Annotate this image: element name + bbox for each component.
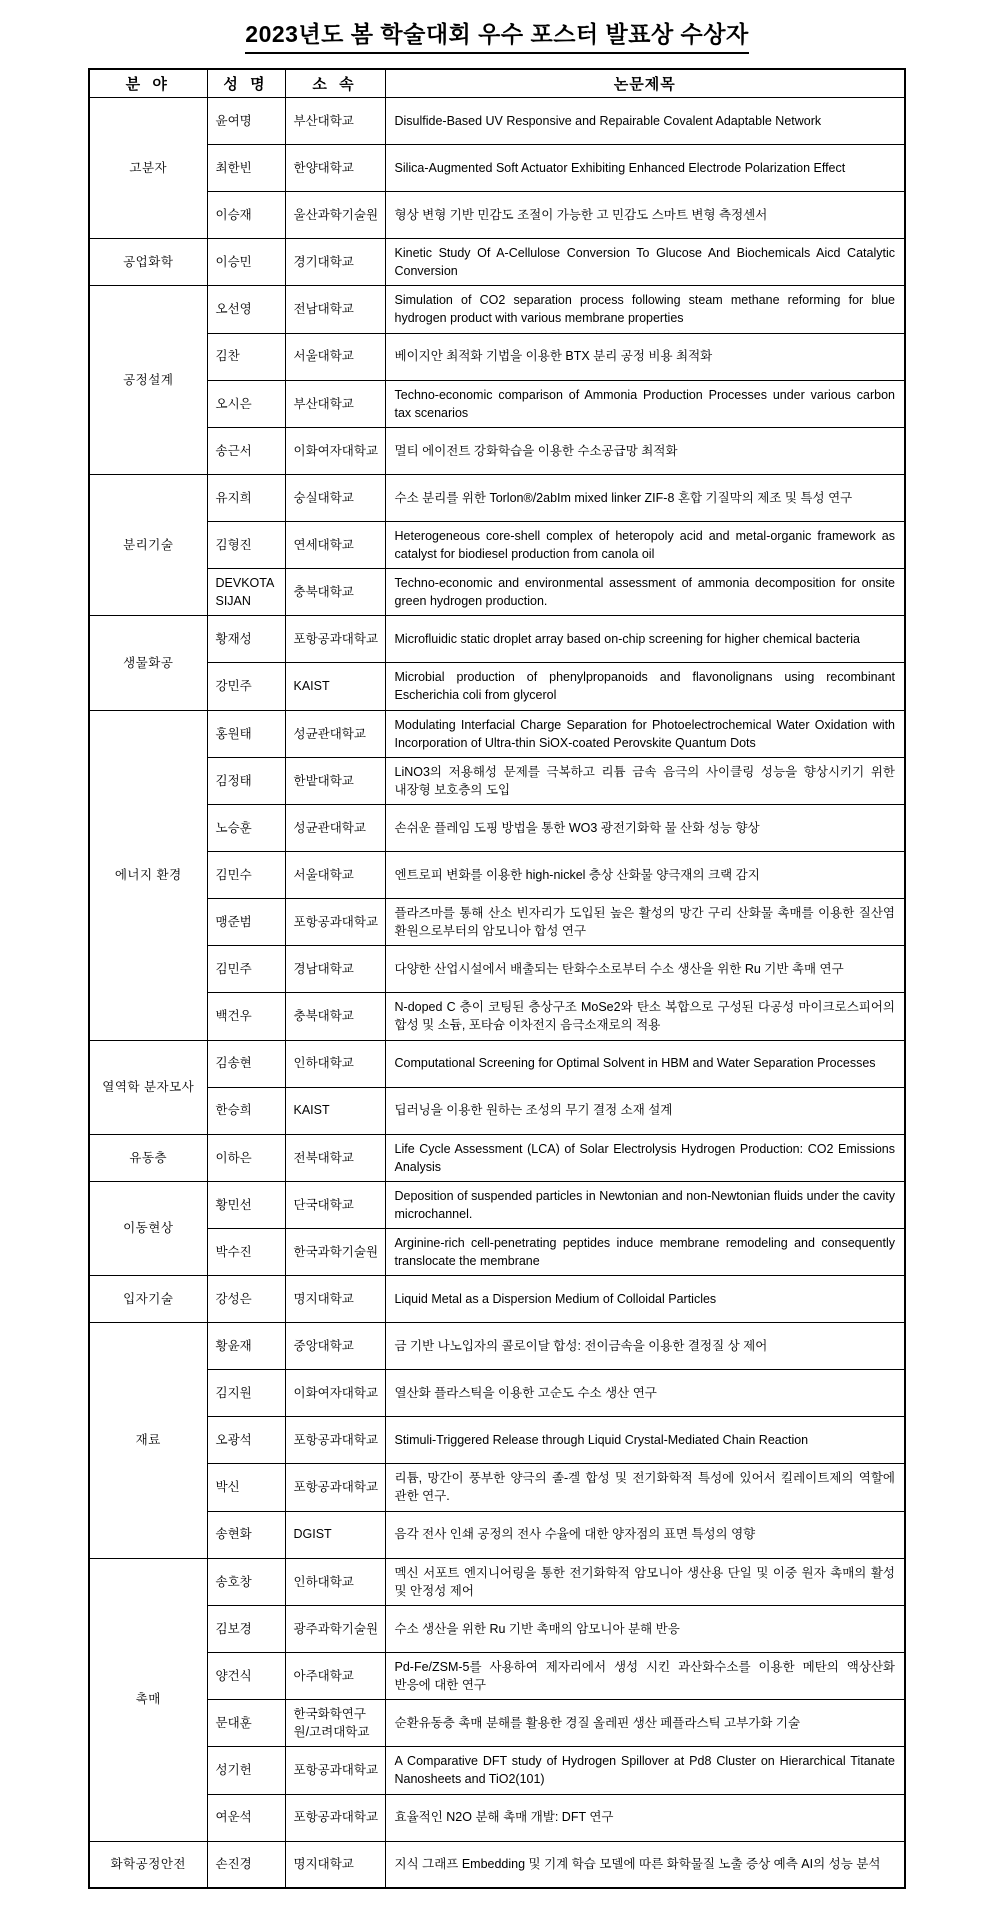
affiliation-cell: 충북대학교 bbox=[285, 993, 385, 1040]
paper-title-cell: 리튬, 망간이 풍부한 양극의 졸-겔 합성 및 전기화학적 특성에 있어서 킬레이트제의 역할에 관한 연구. bbox=[385, 1464, 905, 1511]
affiliation-cell: KAIST bbox=[285, 1087, 385, 1134]
name-cell: 한승희 bbox=[207, 1087, 285, 1134]
paper-title-cell: Computational Screening for Optimal Solvent in HBM and Water Separation Processes bbox=[385, 1040, 905, 1087]
field-cell: 열역학 분자모사 bbox=[89, 1040, 207, 1134]
paper-title-cell: Heterogeneous core-shell complex of heteropoly acid and metal-organic framework as catalyst for biodiesel production from canola oil bbox=[385, 521, 905, 568]
table-row bbox=[89, 1700, 905, 1747]
column-header-name: 성 명 bbox=[207, 69, 285, 98]
field-cell: 촉매 bbox=[89, 1558, 207, 1841]
table-row bbox=[89, 286, 905, 333]
awards-table bbox=[88, 68, 906, 1889]
table-row bbox=[89, 1605, 905, 1652]
name-cell: 황윤재 bbox=[207, 1323, 285, 1370]
paper-title-cell: Deposition of suspended particles in Newtonian and non-Newtonian fluids under the cavity microchannel. bbox=[385, 1181, 905, 1228]
paper-title-cell: Pd-Fe/ZSM-5를 사용하여 제자리에서 생성 시킨 과산화수소를 이용한 메탄의 액상산화 반응에 대한 연구 bbox=[385, 1652, 905, 1699]
field-cell: 분리기술 bbox=[89, 474, 207, 616]
name-cell: 송현화 bbox=[207, 1511, 285, 1558]
name-cell: 김찬 bbox=[207, 333, 285, 380]
paper-title-cell: 형상 변형 기반 민감도 조절이 가능한 고 민감도 스마트 변형 측정센서 bbox=[385, 192, 905, 239]
paper-title-cell: 플라즈마를 통해 산소 빈자리가 도입된 높은 활성의 망간 구리 산화물 촉매를 이용한 질산염 환원으로부터의 암모니아 합성 연구 bbox=[385, 899, 905, 946]
affiliation-cell: 이화여자대학교 bbox=[285, 1370, 385, 1417]
name-cell: 오광석 bbox=[207, 1417, 285, 1464]
table-row bbox=[89, 333, 905, 380]
field-cell: 공정설계 bbox=[89, 286, 207, 475]
field-cell: 입자기술 bbox=[89, 1276, 207, 1323]
paper-title-cell: Microfluidic static droplet array based on-chip screening for higher chemical bacteria bbox=[385, 616, 905, 663]
name-cell: 송근서 bbox=[207, 427, 285, 474]
paper-title-cell: 멀티 에이전트 강화학습을 이용한 수소공급망 최적화 bbox=[385, 427, 905, 474]
table-row bbox=[89, 380, 905, 427]
affiliation-cell: 포항공과대학교 bbox=[285, 1417, 385, 1464]
name-cell: 황민선 bbox=[207, 1181, 285, 1228]
table-row bbox=[89, 1229, 905, 1276]
column-header-paper-title: 논문제목 bbox=[385, 69, 905, 98]
paper-title-cell: 금 기반 나노입자의 콜로이달 합성: 전이금속을 이용한 결정질 상 제어 bbox=[385, 1323, 905, 1370]
affiliation-cell: DGIST bbox=[285, 1511, 385, 1558]
paper-title-cell: 손쉬운 플레임 도핑 방법을 통한 WO3 광전기화학 물 산화 성능 향상 bbox=[385, 805, 905, 852]
name-cell: 성기헌 bbox=[207, 1747, 285, 1794]
paper-title-cell: 멕신 서포트 엔지니어링을 통한 전기화학적 암모니아 생산용 단일 및 이중 원자 촉매의 활성 및 안정성 제어 bbox=[385, 1558, 905, 1605]
table-row bbox=[89, 663, 905, 710]
name-cell: 김지원 bbox=[207, 1370, 285, 1417]
name-cell: 김형진 bbox=[207, 521, 285, 568]
field-cell: 이동현상 bbox=[89, 1181, 207, 1276]
affiliation-cell: 성균관대학교 bbox=[285, 710, 385, 757]
paper-title-cell: Disulfide-Based UV Responsive and Repairable Covalent Adaptable Network bbox=[385, 98, 905, 145]
name-cell: 유지희 bbox=[207, 474, 285, 521]
table-row bbox=[89, 1464, 905, 1511]
title-container bbox=[88, 16, 906, 54]
field-cell: 에너지 환경 bbox=[89, 710, 207, 1040]
name-cell: 김민수 bbox=[207, 852, 285, 899]
table-row bbox=[89, 569, 905, 616]
table-row bbox=[89, 1370, 905, 1417]
affiliation-cell: 인하대학교 bbox=[285, 1040, 385, 1087]
affiliation-cell: 경기대학교 bbox=[285, 239, 385, 286]
paper-title-cell: Stimuli-Triggered Release through Liquid Crystal-Mediated Chain Reaction bbox=[385, 1417, 905, 1464]
affiliation-cell: 한양대학교 bbox=[285, 145, 385, 192]
paper-title-cell: 딥러닝을 이용한 원하는 조성의 무기 결정 소재 설계 bbox=[385, 1087, 905, 1134]
name-cell: 이하은 bbox=[207, 1134, 285, 1181]
paper-title-cell: 베이지안 최적화 기법을 이용한 BTX 분리 공정 비용 최적화 bbox=[385, 333, 905, 380]
name-cell: 손진경 bbox=[207, 1841, 285, 1888]
affiliation-cell: 포항공과대학교 bbox=[285, 899, 385, 946]
name-cell: 오선영 bbox=[207, 286, 285, 333]
awards-table-body bbox=[89, 98, 905, 1889]
name-cell: 박신 bbox=[207, 1464, 285, 1511]
paper-title-cell: Microbial production of phenylpropanoids and flavonolignans using recombinant Escherichia coli from glycerol bbox=[385, 663, 905, 710]
page-title: 2023년도 봄 학술대회 우수 포스터 발표상 수상자 bbox=[245, 16, 748, 54]
table-row bbox=[89, 1323, 905, 1370]
paper-title-cell: Techno-economic comparison of Ammonia Production Processes under various carbon tax scenarios bbox=[385, 380, 905, 427]
name-cell: 백건우 bbox=[207, 993, 285, 1040]
paper-title-cell: 수소 생산을 위한 Ru 기반 촉매의 암모니아 분해 반응 bbox=[385, 1605, 905, 1652]
affiliation-cell: 서울대학교 bbox=[285, 852, 385, 899]
affiliation-cell: 광주과학기술원 bbox=[285, 1605, 385, 1652]
paper-title-cell: 지식 그래프 Embedding 및 기계 학습 모델에 따른 화학물질 노출 증상 예측 AI의 성능 분석 bbox=[385, 1841, 905, 1888]
affiliation-cell: 전남대학교 bbox=[285, 286, 385, 333]
affiliation-cell: 숭실대학교 bbox=[285, 474, 385, 521]
affiliation-cell: 한국과학기술원 bbox=[285, 1229, 385, 1276]
field-cell: 생물화공 bbox=[89, 616, 207, 710]
table-row bbox=[89, 145, 905, 192]
paper-title-cell: Modulating Interfacial Charge Separation for Photoelectrochemical Water Oxidation with Incorporation of Ultra-thin SiOX-coated Perovskite Quantum Dots bbox=[385, 710, 905, 757]
column-header-affiliation: 소 속 bbox=[285, 69, 385, 98]
paper-title-cell: 음각 전사 인쇄 공정의 전사 수율에 대한 양자점의 표면 특성의 영향 bbox=[385, 1511, 905, 1558]
affiliation-cell: 울산과학기술원 bbox=[285, 192, 385, 239]
table-row bbox=[89, 1087, 905, 1134]
table-row bbox=[89, 710, 905, 757]
header-row bbox=[89, 69, 905, 98]
name-cell: 홍원태 bbox=[207, 710, 285, 757]
name-cell: 양건식 bbox=[207, 1652, 285, 1699]
table-row bbox=[89, 1841, 905, 1888]
affiliation-cell: 포항공과대학교 bbox=[285, 1747, 385, 1794]
paper-title-cell: N-doped C 층이 코팅된 층상구조 MoSe2와 탄소 복합으로 구성된 다공성 마이크로스피어의 합성 및 소듐, 포타슘 이차전지 음극소재로의 적용 bbox=[385, 993, 905, 1040]
field-cell: 고분자 bbox=[89, 98, 207, 239]
name-cell: 김송현 bbox=[207, 1040, 285, 1087]
table-row bbox=[89, 1652, 905, 1699]
paper-title-cell: Life Cycle Assessment (LCA) of Solar Electrolysis Hydrogen Production: CO2 Emissions Analysis bbox=[385, 1134, 905, 1181]
affiliation-cell: 인하대학교 bbox=[285, 1558, 385, 1605]
name-cell: 이승민 bbox=[207, 239, 285, 286]
affiliation-cell: 경남대학교 bbox=[285, 946, 385, 993]
paper-title-cell: 엔트로피 변화를 이용한 high-nickel 층상 산화물 양극재의 크랙 감지 bbox=[385, 852, 905, 899]
paper-title-cell: Techno-economic and environmental assessment of ammonia decomposition for onsite green hydrogen production. bbox=[385, 569, 905, 616]
table-row bbox=[89, 993, 905, 1040]
table-row bbox=[89, 474, 905, 521]
name-cell: 이승재 bbox=[207, 192, 285, 239]
name-cell: 황재성 bbox=[207, 616, 285, 663]
table-row bbox=[89, 98, 905, 145]
table-row bbox=[89, 427, 905, 474]
name-cell: 강성은 bbox=[207, 1276, 285, 1323]
field-cell: 유동층 bbox=[89, 1134, 207, 1181]
table-row bbox=[89, 1794, 905, 1841]
table-row bbox=[89, 521, 905, 568]
paper-title-cell: 열산화 플라스틱을 이용한 고순도 수소 생산 연구 bbox=[385, 1370, 905, 1417]
name-cell: 맹준범 bbox=[207, 899, 285, 946]
table-row bbox=[89, 1511, 905, 1558]
paper-title-cell: LiNO3의 저용해성 문제를 극복하고 리튬 금속 음극의 사이클링 성능을 향상시키기 위한 내장형 보호층의 도입 bbox=[385, 757, 905, 804]
affiliation-cell: 한국화학연구원/고려대학교 bbox=[285, 1700, 385, 1747]
affiliation-cell: 서울대학교 bbox=[285, 333, 385, 380]
table-row bbox=[89, 616, 905, 663]
paper-title-cell: Liquid Metal as a Dispersion Medium of Colloidal Particles bbox=[385, 1276, 905, 1323]
affiliation-cell: 포항공과대학교 bbox=[285, 616, 385, 663]
affiliation-cell: 충북대학교 bbox=[285, 569, 385, 616]
name-cell: 문대훈 bbox=[207, 1700, 285, 1747]
name-cell: 김정태 bbox=[207, 757, 285, 804]
paper-title-cell: A Comparative DFT study of Hydrogen Spillover at Pd8 Cluster on Hierarchical Titanate Nanosheets and TiO2(101) bbox=[385, 1747, 905, 1794]
affiliation-cell: 부산대학교 bbox=[285, 98, 385, 145]
affiliation-cell: 중앙대학교 bbox=[285, 1323, 385, 1370]
name-cell: 여운석 bbox=[207, 1794, 285, 1841]
name-cell: 김보경 bbox=[207, 1605, 285, 1652]
name-cell: 최한빈 bbox=[207, 145, 285, 192]
table-row bbox=[89, 899, 905, 946]
affiliation-cell: 포항공과대학교 bbox=[285, 1464, 385, 1511]
field-cell: 화학공정안전 bbox=[89, 1841, 207, 1888]
table-row bbox=[89, 757, 905, 804]
affiliation-cell: 아주대학교 bbox=[285, 1652, 385, 1699]
affiliation-cell: 부산대학교 bbox=[285, 380, 385, 427]
paper-title-cell: Simulation of CO2 separation process following steam methane reforming for blue hydrogen product with various membrane properties bbox=[385, 286, 905, 333]
affiliation-cell: 한밭대학교 bbox=[285, 757, 385, 804]
table-row bbox=[89, 852, 905, 899]
paper-title-cell: 효율적인 N2O 분해 촉매 개발: DFT 연구 bbox=[385, 1794, 905, 1841]
table-row bbox=[89, 1276, 905, 1323]
affiliation-cell: 단국대학교 bbox=[285, 1181, 385, 1228]
affiliation-cell: 이화여자대학교 bbox=[285, 427, 385, 474]
name-cell: 박수진 bbox=[207, 1229, 285, 1276]
name-cell: 오시은 bbox=[207, 380, 285, 427]
paper-title-cell: Arginine-rich cell-penetrating peptides induce membrane remodeling and consequently translocate the membrane bbox=[385, 1229, 905, 1276]
table-row bbox=[89, 805, 905, 852]
affiliation-cell: 전북대학교 bbox=[285, 1134, 385, 1181]
affiliation-cell: 명지대학교 bbox=[285, 1841, 385, 1888]
name-cell: 강민주 bbox=[207, 663, 285, 710]
paper-title-cell: 다양한 산업시설에서 배출되는 탄화수소로부터 수소 생산을 위한 Ru 기반 촉매 연구 bbox=[385, 946, 905, 993]
affiliation-cell: 포항공과대학교 bbox=[285, 1794, 385, 1841]
affiliation-cell: 연세대학교 bbox=[285, 521, 385, 568]
paper-title-cell: Kinetic Study Of A-Cellulose Conversion To Glucose And Biochemicals Aicd Catalytic Conversion bbox=[385, 239, 905, 286]
table-row bbox=[89, 1040, 905, 1087]
table-row bbox=[89, 1558, 905, 1605]
paper-title-cell: Silica-Augmented Soft Actuator Exhibiting Enhanced Electrode Polarization Effect bbox=[385, 145, 905, 192]
column-header-field: 분 야 bbox=[89, 69, 207, 98]
table-row bbox=[89, 239, 905, 286]
paper-title-cell: 수소 분리를 위한 Torlon®/2abIm mixed linker ZIF-8 혼합 기질막의 제조 및 특성 연구 bbox=[385, 474, 905, 521]
table-row bbox=[89, 1417, 905, 1464]
name-cell: 김민주 bbox=[207, 946, 285, 993]
table-row bbox=[89, 1747, 905, 1794]
table-row bbox=[89, 946, 905, 993]
affiliation-cell: KAIST bbox=[285, 663, 385, 710]
name-cell: 윤여명 bbox=[207, 98, 285, 145]
table-row bbox=[89, 1181, 905, 1228]
name-cell: 노승훈 bbox=[207, 805, 285, 852]
field-cell: 공업화학 bbox=[89, 239, 207, 286]
field-cell: 재료 bbox=[89, 1323, 207, 1558]
affiliation-cell: 성균관대학교 bbox=[285, 805, 385, 852]
name-cell: 송호창 bbox=[207, 1558, 285, 1605]
name-cell: DEVKOTA SIJAN bbox=[207, 569, 285, 616]
table-row bbox=[89, 1134, 905, 1181]
table-row bbox=[89, 192, 905, 239]
paper-title-cell: 순환유동층 촉매 분해를 활용한 경질 올레핀 생산 페플라스틱 고부가화 기술 bbox=[385, 1700, 905, 1747]
affiliation-cell: 명지대학교 bbox=[285, 1276, 385, 1323]
